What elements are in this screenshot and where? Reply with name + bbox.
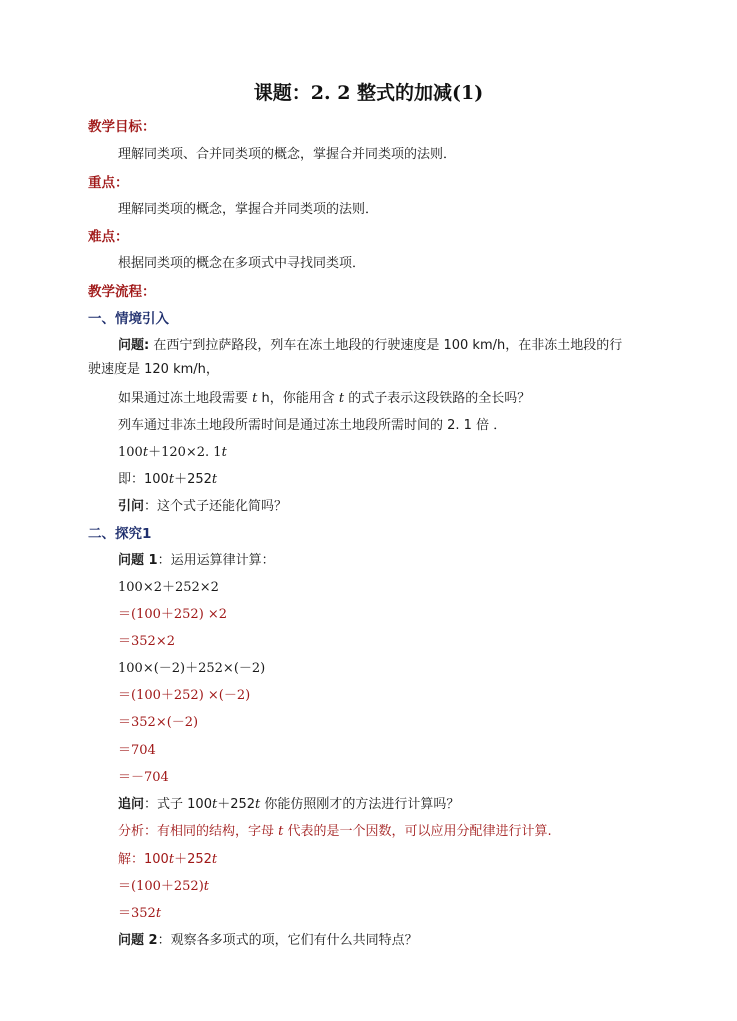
solution-text: ＝352: [118, 906, 156, 921]
solution-line-3: [118, 904, 161, 924]
question2-label: 问题 2: [118, 933, 158, 948]
variable-t: t: [211, 472, 218, 487]
question-text-1: 在西宁到拉萨路段，列车在冻土地段的行驶速度是 100 km/h，在非冻土地段的行: [149, 338, 623, 353]
variable-t: t: [142, 445, 149, 460]
follow-up-question: [118, 795, 459, 815]
part1-line4: 列车通过非冻土地段所需时间是通过冻土地段所需时间的 2. 1 倍 ．: [118, 418, 507, 433]
variable-t: t: [252, 391, 258, 406]
follow-up-label: 追问: [118, 797, 145, 812]
part1-expression-2: [118, 470, 217, 490]
part2-heading: 二、探究1: [88, 526, 152, 542]
calc-line-2: ＝(100＋252) ×2: [118, 607, 228, 622]
expr-text: ＋120×2. 1: [148, 445, 222, 460]
question2-text: ：观察各多项式的项，它们有什么共同特点？: [157, 933, 418, 948]
expr-text: 即：100: [118, 472, 169, 487]
solution-text: 解：100: [118, 852, 169, 867]
variable-t: t: [155, 906, 162, 921]
variable-t: t: [211, 852, 218, 867]
solution-text: ＝(100＋252): [118, 879, 204, 894]
calc-line-5: ＝(100＋252) ×(－2): [118, 688, 251, 703]
part1-question-line1: [118, 336, 622, 356]
variable-t: t: [338, 391, 345, 406]
lead-question-text: ：这个式子还能化简吗？: [144, 499, 288, 514]
question-label: 问题:: [118, 338, 150, 353]
calc-line-3: ＝352×2: [118, 634, 175, 649]
key-point-label: 重点：: [88, 175, 129, 191]
part1-heading: 一、情境引入: [88, 311, 169, 327]
question1-label: 问题 1: [118, 553, 158, 568]
variable-t: t: [168, 472, 175, 487]
line3-text-a: 如果通过冻土地段需要: [118, 391, 253, 406]
lead-question-label: 引问: [118, 499, 145, 514]
variable-t: t: [211, 797, 218, 812]
part1-question-line2: 驶速度是 120 km/h，: [88, 362, 219, 377]
line3-text-c: 的式子表示这段铁路的全长吗？: [344, 391, 531, 406]
part1-line3: [118, 389, 530, 409]
part2-question1: [118, 551, 275, 571]
calc-line-7: ＝704: [118, 743, 156, 758]
variable-t: t: [168, 852, 175, 867]
line3-text-b: h，你能用含: [257, 391, 339, 406]
variable-t: t: [278, 824, 284, 839]
calc-line-6: ＝352×(－2): [118, 715, 199, 730]
analysis-text: 分析：有相同的结构，字母: [118, 824, 279, 839]
key-point-text: 理解同类项的概念，掌握合并同类项的法则．: [118, 202, 379, 217]
follow-up-text: ：式子 100: [144, 797, 212, 812]
expr-text: ＋252: [174, 472, 212, 487]
teaching-goal-text: 理解同类项、合并同类项的概念，掌握合并同类项的法则．: [118, 147, 457, 162]
analysis-line: [118, 822, 552, 842]
calc-line-1: 100×2＋252×2: [118, 580, 219, 595]
variable-t: t: [255, 797, 261, 812]
solution-line-1: [118, 850, 217, 870]
teaching-goal-label: 教学目标：: [88, 119, 156, 135]
teaching-flow-label: 教学流程：: [88, 284, 156, 300]
expr-text: 100: [118, 445, 143, 460]
follow-up-text: 你能仿照刚才的方法进行计算吗？: [260, 797, 460, 812]
question1-text: ：运用运算律计算：: [157, 553, 275, 568]
page-title: 课题：2. 2 整式的加减(1): [253, 82, 484, 104]
analysis-text: 代表的是一个因数，可以应用分配律进行计算.: [283, 824, 552, 839]
difficulty-text: 根据同类项的概念在多项式中寻找同类项．: [118, 256, 366, 271]
solution-text: ＋252: [174, 852, 212, 867]
follow-up-text: ＋252: [217, 797, 256, 812]
part1-expression-1: [118, 443, 227, 463]
part2-question2: [118, 931, 418, 951]
solution-line-2: [118, 877, 209, 897]
calc-line-8: ＝－704: [118, 770, 169, 785]
difficulty-label: 难点：: [88, 229, 129, 245]
variable-t: t: [221, 445, 227, 460]
variable-t: t: [203, 879, 210, 894]
calc-line-4: 100×(－2)＋252×(－2): [118, 661, 266, 676]
part1-lead-question: [118, 497, 287, 517]
